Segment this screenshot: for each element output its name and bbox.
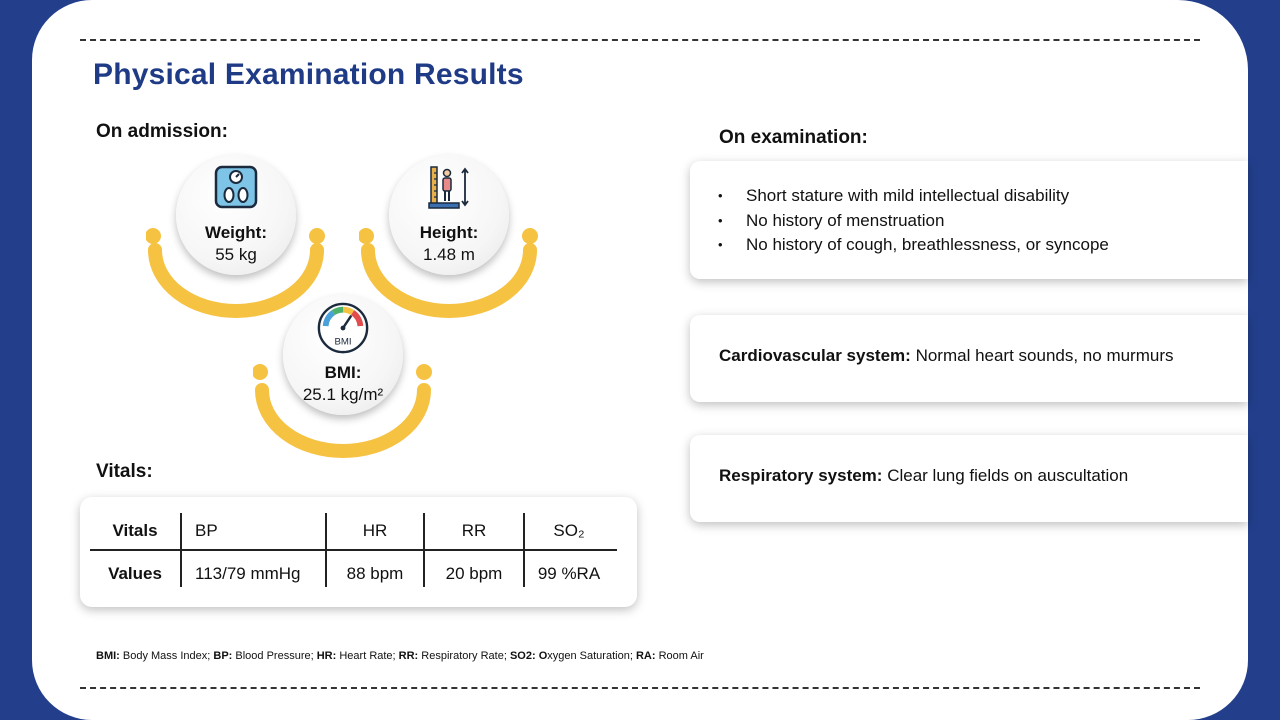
vitals-header-cell: BP xyxy=(195,521,218,540)
table-column-divider xyxy=(180,513,182,587)
bottom-dashed-divider xyxy=(80,687,1200,689)
list-item: • No history of menstruation xyxy=(718,209,1109,234)
vitals-value-cell: 88 bpm xyxy=(346,564,404,583)
abbreviations-footnote xyxy=(96,650,704,662)
page-title: Physical Examination Results xyxy=(93,58,524,91)
list-item: • No history of cough, breathlessness, or syncope xyxy=(718,233,1109,258)
table-column-divider xyxy=(325,513,327,587)
vitals-value-cell: Values xyxy=(108,564,162,583)
vitals-table-card xyxy=(80,497,637,607)
vitals-header-cell: Vitals xyxy=(112,521,158,540)
footnote-abbr: BP: xyxy=(213,650,233,662)
findings-list xyxy=(718,184,1109,258)
vitals-values-row xyxy=(90,551,617,589)
vitals-value-cell: 113/79 mmHg xyxy=(195,564,301,583)
vitals-header-cell: RR xyxy=(461,521,487,540)
footnote-abbr: RA: xyxy=(635,650,656,662)
cardiovascular-text: Normal heart sounds, no murmurs xyxy=(915,346,1174,365)
top-dashed-divider xyxy=(80,39,1200,41)
footnote-text: Blood Pressure; xyxy=(235,650,314,662)
cardiovascular-card xyxy=(690,315,1248,402)
footnote-text: Body Mass Index; xyxy=(122,650,211,662)
examination-findings-card xyxy=(690,161,1248,279)
vitals-value-cell: 99 %RA xyxy=(537,564,601,583)
respiratory-text: Clear lung fields on auscultation xyxy=(887,466,1129,485)
height-circle xyxy=(389,155,509,275)
bmi-gauge-icon xyxy=(316,301,370,355)
vitals-heading: Vitals: xyxy=(96,461,153,482)
height-label: Height: xyxy=(419,223,479,242)
vitals-header-cell: HR xyxy=(362,521,388,540)
respiratory-card xyxy=(690,435,1248,522)
list-item: • Short stature with mild intellectual disability xyxy=(718,184,1109,209)
vitals-value-cell: 20 bpm xyxy=(445,564,503,583)
height-value: 1.48 m xyxy=(423,245,475,264)
vitals-table xyxy=(90,513,617,589)
footnote-text: Heart Rate; xyxy=(339,650,396,662)
respiratory-label: Respiratory system: xyxy=(719,466,883,485)
table-column-divider xyxy=(423,513,425,587)
cardiovascular-line xyxy=(719,346,1174,366)
bmi-circle xyxy=(283,295,403,415)
weight-value: 55 kg xyxy=(215,245,257,264)
bmi-label: BMI: xyxy=(324,363,362,382)
vitals-header-cell: SO₂ xyxy=(553,521,585,540)
footnote-text-bold: O xyxy=(538,650,548,662)
footnote-abbr: SO2: xyxy=(509,650,536,662)
respiratory-line xyxy=(719,466,1128,486)
footnote-text: Respiratory Rate; xyxy=(421,650,507,662)
footnote-text: xygen Saturation; xyxy=(547,650,633,662)
footnote-abbr: RR: xyxy=(398,650,419,662)
cardiovascular-label: Cardiovascular system: xyxy=(719,346,911,365)
vitals-header-row xyxy=(90,513,617,551)
examination-heading: On examination: xyxy=(719,127,868,148)
footnote-abbr: HR: xyxy=(316,650,337,662)
table-column-divider xyxy=(523,513,525,587)
footnote-text: Room Air xyxy=(658,650,704,662)
weight-label: Weight: xyxy=(204,223,267,242)
bmi-value: 25.1 kg/m² xyxy=(302,385,384,404)
admission-heading: On admission: xyxy=(96,121,228,142)
scale-icon xyxy=(212,163,260,211)
footnote-abbr: BMI: xyxy=(96,650,120,662)
weight-circle xyxy=(176,155,296,275)
bmi-icon-text: BMI xyxy=(334,336,352,348)
height-measure-icon xyxy=(425,163,473,211)
bmi-badge xyxy=(253,295,433,460)
